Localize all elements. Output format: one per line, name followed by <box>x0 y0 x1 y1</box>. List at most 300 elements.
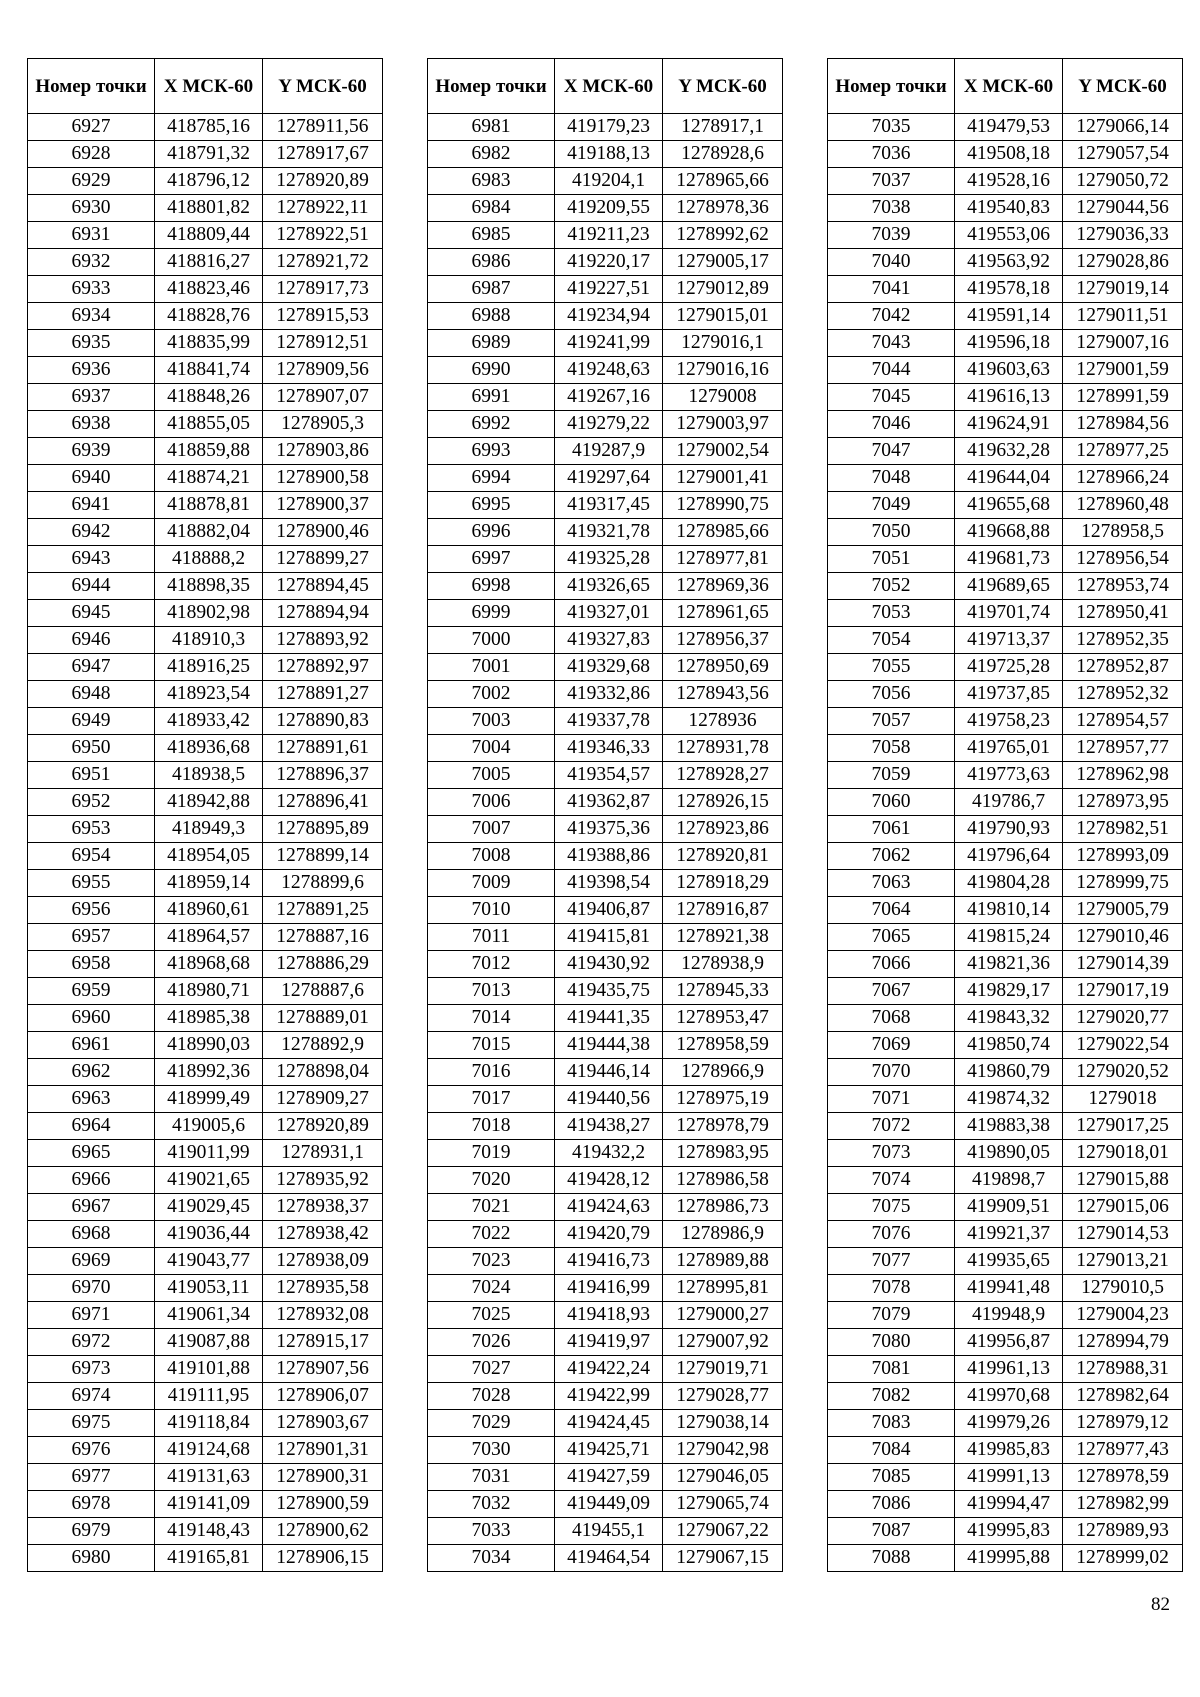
table-row <box>28 1248 383 1275</box>
cell-point-number: 6964 <box>28 1113 155 1140</box>
cell-point-number: 7024 <box>428 1275 555 1302</box>
cell-point-number: 7041 <box>828 276 955 303</box>
cell-point-number: 6928 <box>28 141 155 168</box>
table-row <box>28 195 383 222</box>
cell-y-coordinate: 1278896,41 <box>263 789 383 816</box>
cell-y-coordinate: 1278969,36 <box>663 573 783 600</box>
cell-x-coordinate: 419446,14 <box>555 1059 663 1086</box>
cell-x-coordinate: 419528,16 <box>955 168 1063 195</box>
table-row <box>28 114 383 141</box>
cell-point-number: 7044 <box>828 357 955 384</box>
cell-point-number: 7049 <box>828 492 955 519</box>
cell-x-coordinate: 418796,12 <box>155 168 263 195</box>
table-row <box>828 1464 1183 1491</box>
table-row <box>28 1491 383 1518</box>
cell-y-coordinate: 1278975,19 <box>663 1086 783 1113</box>
cell-point-number: 7067 <box>828 978 955 1005</box>
cell-y-coordinate: 1278938,37 <box>263 1194 383 1221</box>
cell-y-coordinate: 1278986,58 <box>663 1167 783 1194</box>
table-row <box>428 1383 783 1410</box>
cell-point-number: 6931 <box>28 222 155 249</box>
cell-point-number: 7053 <box>828 600 955 627</box>
cell-y-coordinate: 1278994,79 <box>1063 1329 1183 1356</box>
header-point-number: Номер точки <box>28 59 155 114</box>
cell-y-coordinate: 1278956,37 <box>663 627 783 654</box>
cell-point-number: 6941 <box>28 492 155 519</box>
table-row <box>828 1383 1183 1410</box>
cell-point-number: 6977 <box>28 1464 155 1491</box>
cell-x-coordinate: 419267,16 <box>555 384 663 411</box>
cell-y-coordinate: 1278960,48 <box>1063 492 1183 519</box>
table-row <box>28 897 383 924</box>
cell-y-coordinate: 1278982,51 <box>1063 816 1183 843</box>
cell-point-number: 6999 <box>428 600 555 627</box>
cell-point-number: 7072 <box>828 1113 955 1140</box>
cell-x-coordinate: 419424,45 <box>555 1410 663 1437</box>
cell-y-coordinate: 1279019,71 <box>663 1356 783 1383</box>
cell-x-coordinate: 419388,86 <box>555 843 663 870</box>
cell-y-coordinate: 1278935,92 <box>263 1167 383 1194</box>
cell-point-number: 7028 <box>428 1383 555 1410</box>
cell-x-coordinate: 419420,79 <box>555 1221 663 1248</box>
cell-point-number: 7075 <box>828 1194 955 1221</box>
table-row <box>828 1086 1183 1113</box>
coordinates-table <box>427 58 783 1572</box>
cell-y-coordinate: 1279008 <box>663 384 783 411</box>
cell-point-number: 6971 <box>28 1302 155 1329</box>
cell-y-coordinate: 1278915,17 <box>263 1329 383 1356</box>
cell-y-coordinate: 1278979,12 <box>1063 1410 1183 1437</box>
cell-point-number: 6952 <box>28 789 155 816</box>
cell-point-number: 7045 <box>828 384 955 411</box>
cell-point-number: 7087 <box>828 1518 955 1545</box>
table-row <box>28 1410 383 1437</box>
table-row <box>828 600 1183 627</box>
cell-y-coordinate: 1279015,88 <box>1063 1167 1183 1194</box>
cell-x-coordinate: 418985,38 <box>155 1005 263 1032</box>
cell-point-number: 6997 <box>428 546 555 573</box>
table-row <box>428 519 783 546</box>
cell-y-coordinate: 1278943,56 <box>663 681 783 708</box>
cell-point-number: 7086 <box>828 1491 955 1518</box>
cell-y-coordinate: 1278922,11 <box>263 195 383 222</box>
cell-x-coordinate: 418933,42 <box>155 708 263 735</box>
cell-point-number: 6940 <box>28 465 155 492</box>
cell-y-coordinate: 1278982,64 <box>1063 1383 1183 1410</box>
cell-y-coordinate: 1279028,77 <box>663 1383 783 1410</box>
table-row <box>828 897 1183 924</box>
cell-point-number: 6953 <box>28 816 155 843</box>
cell-point-number: 6962 <box>28 1059 155 1086</box>
cell-x-coordinate: 419449,09 <box>555 1491 663 1518</box>
cell-point-number: 7040 <box>828 249 955 276</box>
cell-y-coordinate: 1279017,19 <box>1063 978 1183 1005</box>
cell-y-coordinate: 1278920,89 <box>263 1113 383 1140</box>
cell-x-coordinate: 418980,71 <box>155 978 263 1005</box>
cell-x-coordinate: 419061,34 <box>155 1302 263 1329</box>
cell-y-coordinate: 1278958,59 <box>663 1032 783 1059</box>
table-row <box>828 1221 1183 1248</box>
cell-y-coordinate: 1278900,31 <box>263 1464 383 1491</box>
cell-y-coordinate: 1278894,94 <box>263 600 383 627</box>
cell-point-number: 6958 <box>28 951 155 978</box>
cell-point-number: 7080 <box>828 1329 955 1356</box>
cell-x-coordinate: 419941,48 <box>955 1275 1063 1302</box>
table-row <box>28 492 383 519</box>
cell-x-coordinate: 419644,04 <box>955 465 1063 492</box>
cell-x-coordinate: 419326,65 <box>555 573 663 600</box>
cell-x-coordinate: 419540,83 <box>955 195 1063 222</box>
table-row <box>428 1248 783 1275</box>
table-row <box>828 1491 1183 1518</box>
cell-x-coordinate: 419427,59 <box>555 1464 663 1491</box>
cell-x-coordinate: 418848,26 <box>155 384 263 411</box>
cell-y-coordinate: 1279010,46 <box>1063 924 1183 951</box>
table-row <box>828 951 1183 978</box>
cell-point-number: 6959 <box>28 978 155 1005</box>
table-row <box>828 222 1183 249</box>
cell-point-number: 6951 <box>28 762 155 789</box>
table-row <box>28 681 383 708</box>
cell-x-coordinate: 419241,99 <box>555 330 663 357</box>
cell-x-coordinate: 419165,81 <box>155 1545 263 1572</box>
table-row <box>428 492 783 519</box>
table-row <box>428 843 783 870</box>
coordinates-table <box>827 58 1183 1572</box>
cell-x-coordinate: 418874,21 <box>155 465 263 492</box>
cell-y-coordinate: 1278895,89 <box>263 816 383 843</box>
cell-point-number: 6985 <box>428 222 555 249</box>
cell-point-number: 7081 <box>828 1356 955 1383</box>
cell-x-coordinate: 419578,18 <box>955 276 1063 303</box>
cell-y-coordinate: 1278978,59 <box>1063 1464 1183 1491</box>
table-row <box>828 546 1183 573</box>
cell-x-coordinate: 419279,22 <box>555 411 663 438</box>
cell-x-coordinate: 419204,1 <box>555 168 663 195</box>
cell-x-coordinate: 419029,45 <box>155 1194 263 1221</box>
cell-y-coordinate: 1279004,23 <box>1063 1302 1183 1329</box>
cell-y-coordinate: 1279015,01 <box>663 303 783 330</box>
cell-point-number: 6991 <box>428 384 555 411</box>
cell-x-coordinate: 419179,23 <box>555 114 663 141</box>
table-row <box>828 249 1183 276</box>
table-row <box>428 141 783 168</box>
cell-y-coordinate: 1279066,14 <box>1063 114 1183 141</box>
cell-x-coordinate: 419297,64 <box>555 465 663 492</box>
table-row <box>28 978 383 1005</box>
cell-y-coordinate: 1278886,29 <box>263 951 383 978</box>
cell-y-coordinate: 1278892,9 <box>263 1032 383 1059</box>
cell-x-coordinate: 419616,13 <box>955 384 1063 411</box>
table-row <box>28 735 383 762</box>
table-row <box>28 573 383 600</box>
cell-y-coordinate: 1279022,54 <box>1063 1032 1183 1059</box>
cell-point-number: 7018 <box>428 1113 555 1140</box>
table-row <box>428 735 783 762</box>
table-row <box>28 1059 383 1086</box>
table-row <box>828 627 1183 654</box>
cell-x-coordinate: 419821,36 <box>955 951 1063 978</box>
table-row <box>828 843 1183 870</box>
table-row <box>428 897 783 924</box>
cell-point-number: 7085 <box>828 1464 955 1491</box>
cell-x-coordinate: 418785,16 <box>155 114 263 141</box>
cell-point-number: 6992 <box>428 411 555 438</box>
table-row <box>428 1113 783 1140</box>
cell-y-coordinate: 1278906,15 <box>263 1545 383 1572</box>
cell-point-number: 7082 <box>828 1383 955 1410</box>
table-row <box>828 384 1183 411</box>
cell-x-coordinate: 418910,3 <box>155 627 263 654</box>
cell-y-coordinate: 1278983,95 <box>663 1140 783 1167</box>
cell-y-coordinate: 1279007,16 <box>1063 330 1183 357</box>
cell-x-coordinate: 419508,18 <box>955 141 1063 168</box>
cell-y-coordinate: 1278991,59 <box>1063 384 1183 411</box>
table-row <box>28 1275 383 1302</box>
table-row <box>828 276 1183 303</box>
cell-point-number: 7003 <box>428 708 555 735</box>
cell-y-coordinate: 1278952,35 <box>1063 627 1183 654</box>
table-row <box>28 951 383 978</box>
cell-point-number: 7036 <box>828 141 955 168</box>
cell-y-coordinate: 1279036,33 <box>1063 222 1183 249</box>
table-row <box>428 978 783 1005</box>
table-row <box>28 141 383 168</box>
cell-x-coordinate: 419591,14 <box>955 303 1063 330</box>
cell-x-coordinate: 419758,23 <box>955 708 1063 735</box>
table-row <box>428 1518 783 1545</box>
cell-x-coordinate: 419655,68 <box>955 492 1063 519</box>
table-row <box>828 654 1183 681</box>
cell-x-coordinate: 418999,49 <box>155 1086 263 1113</box>
cell-x-coordinate: 419909,51 <box>955 1194 1063 1221</box>
table-row <box>428 1545 783 1572</box>
cell-point-number: 7038 <box>828 195 955 222</box>
table-row <box>828 114 1183 141</box>
cell-point-number: 6983 <box>428 168 555 195</box>
cell-x-coordinate: 419921,37 <box>955 1221 1063 1248</box>
cell-x-coordinate: 419011,99 <box>155 1140 263 1167</box>
cell-x-coordinate: 419248,63 <box>555 357 663 384</box>
table-row <box>828 141 1183 168</box>
cell-x-coordinate: 419406,87 <box>555 897 663 924</box>
cell-y-coordinate: 1278903,67 <box>263 1410 383 1437</box>
table-row <box>428 1464 783 1491</box>
table-row <box>428 276 783 303</box>
cell-x-coordinate: 418882,04 <box>155 519 263 546</box>
cell-x-coordinate: 419425,71 <box>555 1437 663 1464</box>
cell-x-coordinate: 418990,03 <box>155 1032 263 1059</box>
cell-point-number: 6995 <box>428 492 555 519</box>
table-row <box>28 708 383 735</box>
cell-x-coordinate: 419804,28 <box>955 870 1063 897</box>
table-row <box>828 1194 1183 1221</box>
table-row <box>828 708 1183 735</box>
cell-point-number: 6936 <box>28 357 155 384</box>
cell-point-number: 7069 <box>828 1032 955 1059</box>
cell-point-number: 7054 <box>828 627 955 654</box>
cell-y-coordinate: 1278931,78 <box>663 735 783 762</box>
cell-point-number: 7030 <box>428 1437 555 1464</box>
cell-point-number: 7073 <box>828 1140 955 1167</box>
cell-y-coordinate: 1278892,97 <box>263 654 383 681</box>
cell-point-number: 6963 <box>28 1086 155 1113</box>
cell-y-coordinate: 1278950,69 <box>663 654 783 681</box>
cell-point-number: 7068 <box>828 1005 955 1032</box>
cell-y-coordinate: 1279011,51 <box>1063 303 1183 330</box>
cell-y-coordinate: 1279001,59 <box>1063 357 1183 384</box>
table-row <box>28 330 383 357</box>
cell-y-coordinate: 1278917,73 <box>263 276 383 303</box>
cell-y-coordinate: 1279065,74 <box>663 1491 783 1518</box>
table-row <box>828 195 1183 222</box>
cell-y-coordinate: 1278931,1 <box>263 1140 383 1167</box>
cell-x-coordinate: 419773,63 <box>955 762 1063 789</box>
cell-x-coordinate: 419422,24 <box>555 1356 663 1383</box>
cell-y-coordinate: 1278977,25 <box>1063 438 1183 465</box>
cell-y-coordinate: 1278900,58 <box>263 465 383 492</box>
cell-point-number: 7078 <box>828 1275 955 1302</box>
table-row <box>428 438 783 465</box>
cell-point-number: 6978 <box>28 1491 155 1518</box>
cell-x-coordinate: 418902,98 <box>155 600 263 627</box>
coordinates-table-1 <box>27 58 383 1572</box>
table-row <box>428 762 783 789</box>
cell-x-coordinate: 419961,13 <box>955 1356 1063 1383</box>
table-row <box>28 357 383 384</box>
table-row <box>428 681 783 708</box>
cell-point-number: 6994 <box>428 465 555 492</box>
cell-x-coordinate: 419124,68 <box>155 1437 263 1464</box>
cell-x-coordinate: 419689,65 <box>955 573 1063 600</box>
cell-point-number: 6927 <box>28 114 155 141</box>
cell-y-coordinate: 1278936 <box>663 708 783 735</box>
cell-point-number: 7056 <box>828 681 955 708</box>
cell-point-number: 7002 <box>428 681 555 708</box>
table-row <box>28 465 383 492</box>
cell-x-coordinate: 418916,25 <box>155 654 263 681</box>
cell-x-coordinate: 418801,82 <box>155 195 263 222</box>
cell-x-coordinate: 418960,61 <box>155 897 263 924</box>
cell-x-coordinate: 419444,38 <box>555 1032 663 1059</box>
cell-x-coordinate: 419329,68 <box>555 654 663 681</box>
table-row <box>828 519 1183 546</box>
cell-point-number: 6939 <box>28 438 155 465</box>
cell-x-coordinate: 418964,57 <box>155 924 263 951</box>
cell-point-number: 7074 <box>828 1167 955 1194</box>
table-row <box>428 1410 783 1437</box>
cell-point-number: 6986 <box>428 249 555 276</box>
cell-x-coordinate: 419668,88 <box>955 519 1063 546</box>
cell-x-coordinate: 419479,53 <box>955 114 1063 141</box>
table-row <box>428 1302 783 1329</box>
cell-x-coordinate: 418823,46 <box>155 276 263 303</box>
cell-x-coordinate: 419021,65 <box>155 1167 263 1194</box>
cell-x-coordinate: 419362,87 <box>555 789 663 816</box>
cell-point-number: 7017 <box>428 1086 555 1113</box>
coordinates-table-2 <box>427 58 783 1572</box>
cell-y-coordinate: 1279044,56 <box>1063 195 1183 222</box>
cell-point-number: 7009 <box>428 870 555 897</box>
cell-y-coordinate: 1278891,25 <box>263 897 383 924</box>
table-row <box>28 438 383 465</box>
table-row <box>828 1059 1183 1086</box>
table-row <box>828 1140 1183 1167</box>
cell-x-coordinate: 418949,3 <box>155 816 263 843</box>
cell-y-coordinate: 1278977,81 <box>663 546 783 573</box>
cell-y-coordinate: 1278899,14 <box>263 843 383 870</box>
cell-y-coordinate: 1278920,81 <box>663 843 783 870</box>
table-row <box>828 1410 1183 1437</box>
cell-y-coordinate: 1278978,36 <box>663 195 783 222</box>
cell-point-number: 6996 <box>428 519 555 546</box>
cell-x-coordinate: 419725,28 <box>955 654 1063 681</box>
cell-y-coordinate: 1278922,51 <box>263 222 383 249</box>
header-point-number: Номер точки <box>428 59 555 114</box>
table-row <box>828 330 1183 357</box>
table-row <box>828 1545 1183 1572</box>
cell-point-number: 7014 <box>428 1005 555 1032</box>
cell-y-coordinate: 1278921,38 <box>663 924 783 951</box>
cell-x-coordinate: 418992,36 <box>155 1059 263 1086</box>
cell-x-coordinate: 419118,84 <box>155 1410 263 1437</box>
cell-point-number: 6943 <box>28 546 155 573</box>
cell-point-number: 7076 <box>828 1221 955 1248</box>
cell-y-coordinate: 1279005,17 <box>663 249 783 276</box>
cell-x-coordinate: 419354,57 <box>555 762 663 789</box>
table-row <box>428 249 783 276</box>
table-row <box>428 789 783 816</box>
cell-x-coordinate: 418936,68 <box>155 735 263 762</box>
table-row <box>828 978 1183 1005</box>
table-row <box>428 546 783 573</box>
table-row <box>828 411 1183 438</box>
cell-x-coordinate: 419321,78 <box>555 519 663 546</box>
cell-x-coordinate: 419430,92 <box>555 951 663 978</box>
cell-y-coordinate: 1279014,39 <box>1063 951 1183 978</box>
cell-x-coordinate: 419860,79 <box>955 1059 1063 1086</box>
table-row <box>28 843 383 870</box>
cell-x-coordinate: 419131,63 <box>155 1464 263 1491</box>
cell-y-coordinate: 1278893,92 <box>263 627 383 654</box>
cell-x-coordinate: 418898,35 <box>155 573 263 600</box>
table-row <box>828 735 1183 762</box>
cell-x-coordinate: 419995,88 <box>955 1545 1063 1572</box>
cell-x-coordinate: 419713,37 <box>955 627 1063 654</box>
cell-y-coordinate: 1278909,27 <box>263 1086 383 1113</box>
cell-y-coordinate: 1278905,3 <box>263 411 383 438</box>
table-row <box>828 870 1183 897</box>
table-row <box>828 1113 1183 1140</box>
cell-x-coordinate: 418816,27 <box>155 249 263 276</box>
table-row <box>828 1356 1183 1383</box>
table-row <box>28 1356 383 1383</box>
cell-point-number: 7059 <box>828 762 955 789</box>
cell-y-coordinate: 1278984,56 <box>1063 411 1183 438</box>
table-row <box>28 1518 383 1545</box>
table-row <box>428 1005 783 1032</box>
cell-x-coordinate: 419053,11 <box>155 1275 263 1302</box>
cell-x-coordinate: 419432,2 <box>555 1140 663 1167</box>
table-row <box>28 1437 383 1464</box>
table-row <box>428 1491 783 1518</box>
table-row <box>28 627 383 654</box>
cell-y-coordinate: 1278921,72 <box>263 249 383 276</box>
table-row <box>428 924 783 951</box>
table-row <box>828 465 1183 492</box>
header-row <box>428 59 783 114</box>
cell-y-coordinate: 1278953,74 <box>1063 573 1183 600</box>
